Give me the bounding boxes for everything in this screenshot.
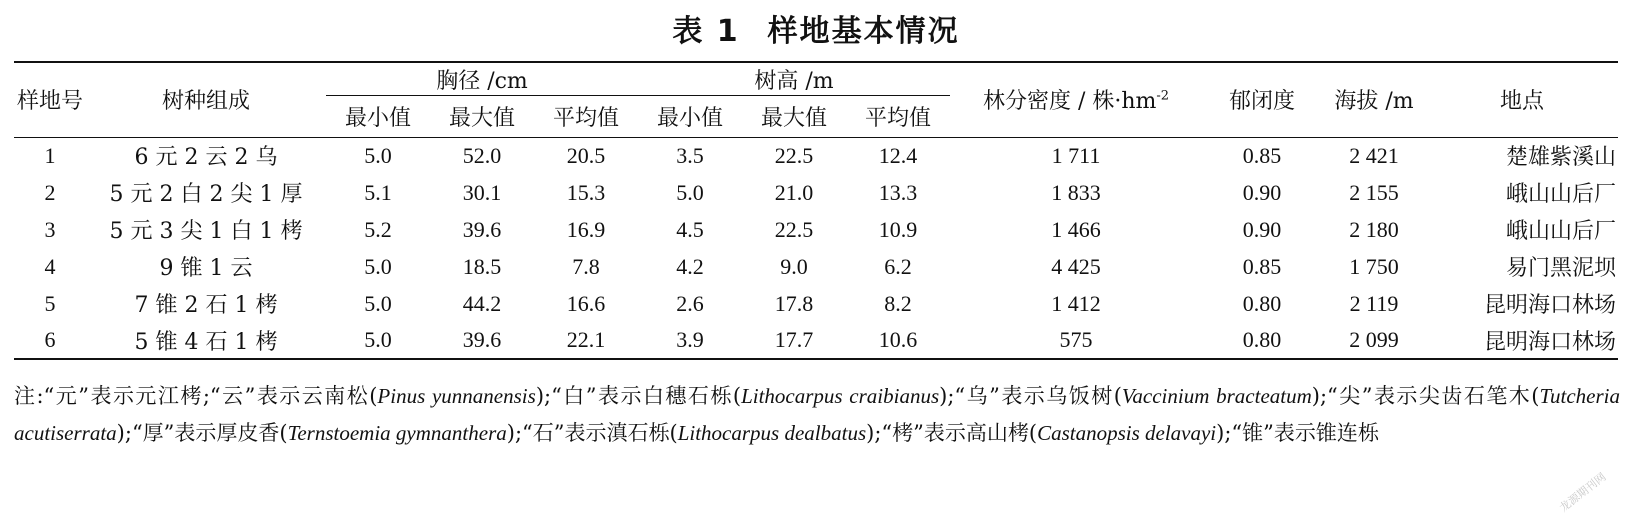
table-row bbox=[14, 211, 1618, 248]
latin-name: Pinus yunnanensis bbox=[377, 384, 536, 408]
cell-density: 1 833 bbox=[1051, 179, 1101, 205]
cell-dbh-avg: 7.8 bbox=[572, 253, 600, 279]
latin-name: Ternstoemia gymnanthera bbox=[287, 421, 507, 445]
cell-dbh-avg: 16.9 bbox=[566, 216, 606, 242]
cell-dbh-min: 5.2 bbox=[364, 216, 392, 242]
cell-density: 1 711 bbox=[1051, 142, 1101, 168]
cell-canopy: 0.85 bbox=[1242, 253, 1282, 279]
cell-dbh-max: 44.2 bbox=[462, 290, 502, 316]
cell-location: 昆明海口林场 bbox=[1426, 322, 1618, 359]
cell-species: 9 锥 1 云 bbox=[159, 256, 253, 281]
latin-name: Lithocarpus dealbatus bbox=[677, 421, 867, 445]
header-plot: 样地号 bbox=[14, 62, 86, 137]
cell-species: 6 元 2 云 2 乌 bbox=[134, 145, 278, 171]
cell-height-avg: 8.2 bbox=[884, 290, 912, 316]
cell-dbh-min: 5.0 bbox=[326, 322, 430, 359]
table-row bbox=[14, 248, 1618, 285]
cell-canopy: 0.90 bbox=[1242, 216, 1282, 242]
watermark: 龙源期刊网 bbox=[1557, 470, 1609, 515]
cell-height-min: 3.9 bbox=[638, 322, 742, 359]
cell-density: 1 412 bbox=[1051, 290, 1101, 316]
header-altitude: 海拔 /m bbox=[1322, 62, 1426, 137]
header-canopy: 郁闭度 bbox=[1202, 62, 1322, 137]
cell-dbh-min: 5.0 bbox=[364, 290, 392, 316]
cell-dbh-max: 30.1 bbox=[462, 179, 502, 205]
cell-dbh-max: 52.0 bbox=[462, 142, 502, 168]
cell-height-avg: 10.6 bbox=[846, 322, 950, 359]
cell-species: 5 元 3 尖 1 白 1 栲 bbox=[109, 219, 303, 244]
table-number: 表 1 bbox=[672, 14, 740, 49]
cell-height-max: 22.5 bbox=[774, 216, 814, 242]
latin-name: Lithocarpus craibianus bbox=[741, 384, 940, 408]
cell-altitude: 1 750 bbox=[1349, 253, 1399, 279]
table-row bbox=[14, 174, 1618, 211]
cell-height-max: 9.0 bbox=[780, 253, 808, 279]
header-height-max: 最大值 bbox=[742, 95, 846, 137]
header-dbh-min: 最小值 bbox=[326, 95, 430, 137]
cell-height-avg: 12.4 bbox=[878, 142, 918, 168]
cell-height-min: 4.2 bbox=[676, 253, 704, 279]
cell-height-max: 17.7 bbox=[742, 322, 846, 359]
header-density: 林分密度 / 株$\cdot hm^{-2}$ bbox=[950, 62, 1202, 137]
header-dbh-avg: 平均值 bbox=[534, 95, 638, 137]
cell-location: 峨山山后厂 bbox=[1506, 182, 1617, 207]
cell-height-avg: 6.2 bbox=[884, 253, 912, 279]
cell-altitude: 2 421 bbox=[1349, 142, 1399, 168]
header-row-top bbox=[14, 62, 1618, 95]
cell-dbh-avg: 15.3 bbox=[566, 179, 606, 205]
cell-height-max: 21.0 bbox=[774, 179, 814, 205]
table-caption: 样地基本情况 bbox=[767, 14, 960, 49]
table-title bbox=[0, 6, 1632, 50]
cell-plot: 3 bbox=[44, 216, 56, 242]
cell-plot: 1 bbox=[44, 142, 56, 168]
cell-height-min: 5.0 bbox=[676, 179, 704, 205]
header-height-min: 最小值 bbox=[638, 95, 742, 137]
cell-location: 峨山山后厂 bbox=[1506, 219, 1617, 244]
cell-plot: 2 bbox=[44, 179, 56, 205]
cell-altitude: 2 155 bbox=[1349, 179, 1399, 205]
cell-plot: 5 bbox=[44, 290, 56, 316]
latin-name: Tutcheria acutiserrata bbox=[14, 384, 1620, 445]
cell-location: 昆明海口林场 bbox=[1484, 293, 1617, 318]
cell-dbh-avg: 22.1 bbox=[534, 322, 638, 359]
cell-dbh-max: 39.6 bbox=[430, 322, 534, 359]
header-species: 树种组成 bbox=[86, 62, 326, 137]
cell-species: 5 锥 4 石 1 栲 bbox=[86, 322, 326, 359]
header-dbh-group: 胸径 /cm bbox=[326, 62, 638, 95]
cell-height-max: 17.8 bbox=[774, 290, 814, 316]
cell-height-avg: 10.9 bbox=[878, 216, 918, 242]
cell-height-min: 3.5 bbox=[676, 142, 704, 168]
table-row bbox=[14, 137, 1618, 174]
cell-canopy: 0.90 bbox=[1242, 179, 1282, 205]
cell-dbh-avg: 16.6 bbox=[566, 290, 606, 316]
cell-altitude: 2 119 bbox=[1349, 290, 1399, 316]
table-row bbox=[14, 322, 1618, 359]
cell-dbh-min: 5.0 bbox=[364, 253, 392, 279]
cell-density: 1 466 bbox=[1051, 216, 1101, 242]
cell-plot: 6 bbox=[14, 322, 86, 359]
cell-dbh-max: 39.6 bbox=[462, 216, 502, 242]
latin-name: Vaccinium bracteatum bbox=[1121, 384, 1312, 408]
cell-height-avg: 13.3 bbox=[878, 179, 918, 205]
cell-canopy: 0.80 bbox=[1242, 290, 1282, 316]
cell-location: 楚雄紫溪山 bbox=[1506, 145, 1617, 171]
table-footnote: 注:“元”表示元江栲;“云”表示云南松(Pinus yunnanensis);“白”表示白穗石栎(Lithocarpus craibianus);“乌”表示乌饭树(Vaccinium bracteatum);“尖”表示尖齿石笔木(Tutcheria acutiserrata);“厚”表示厚皮香(Ternstoemia gymnanthera);“石”表示滇石栎(Lithocarpus dealbatus);“栲”表示高山栲(Castanopsis delavayi);“锥”表示锥连栎 bbox=[14, 384, 1620, 445]
header-dbh-max: 最大值 bbox=[430, 95, 534, 137]
cell-dbh-avg: 20.5 bbox=[566, 142, 606, 168]
cell-canopy: 0.80 bbox=[1202, 322, 1322, 359]
cell-species: 5 元 2 白 2 尖 1 厚 bbox=[109, 182, 303, 207]
header-location: 地点 bbox=[1426, 62, 1618, 137]
cell-dbh-max: 18.5 bbox=[462, 253, 502, 279]
cell-canopy: 0.85 bbox=[1242, 142, 1282, 168]
cell-species: 7 锥 2 石 1 栲 bbox=[134, 293, 278, 318]
header-height-group: 树高 /m bbox=[638, 62, 950, 95]
cell-density: 575 bbox=[950, 322, 1202, 359]
cell-dbh-min: 5.0 bbox=[364, 142, 392, 168]
cell-dbh-min: 5.1 bbox=[364, 179, 392, 205]
cell-location: 易门黑泥坝 bbox=[1506, 256, 1617, 281]
plot-info-table bbox=[14, 61, 1618, 360]
table-row bbox=[14, 285, 1618, 322]
cell-altitude: 2 180 bbox=[1349, 216, 1399, 242]
header-height-avg: 平均值 bbox=[846, 95, 950, 137]
latin-name: Castanopsis delavayi bbox=[1037, 421, 1217, 445]
cell-plot: 4 bbox=[44, 253, 56, 279]
cell-height-min: 4.5 bbox=[676, 216, 704, 242]
cell-altitude: 2 099 bbox=[1322, 322, 1426, 359]
cell-height-min: 2.6 bbox=[676, 290, 704, 316]
cell-density: 4 425 bbox=[1051, 253, 1101, 279]
cell-height-max: 22.5 bbox=[774, 142, 814, 168]
